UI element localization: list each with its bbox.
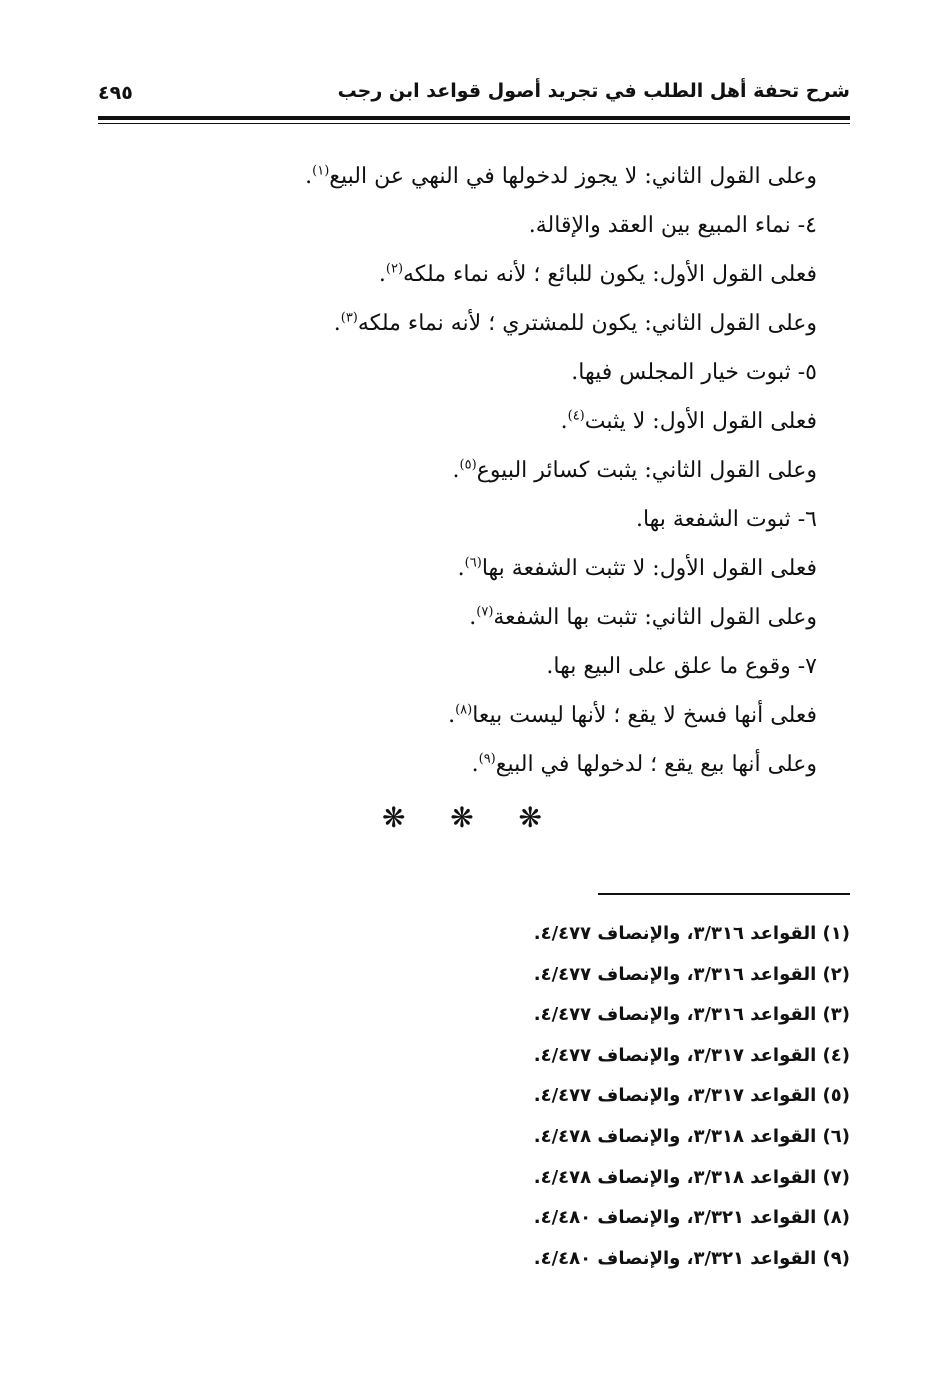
footnote-marker: (٣) <box>340 310 358 326</box>
asterism-icon: ❋ <box>382 801 406 834</box>
footnote-rule <box>598 893 850 895</box>
footnote-marker: (٨) <box>455 702 473 718</box>
body-line: فعلى القول الأول: يكون للبائع ؛ لأنه نماء ملكه$^{(٢)}$. <box>378 261 817 287</box>
footnote: (٧) القواعد ٣/٣١٨، والإنصاف ٤/٤٧٨. <box>533 1166 850 1188</box>
footnote-marker: (٥) <box>459 457 477 473</box>
asterism-icon: ❋ <box>450 801 474 834</box>
section-heading: ٥- ثبوت خيار المجلس فيها. <box>571 360 817 385</box>
footnote: (٥) القواعد ٣/٣١٧، والإنصاف ٤/٤٧٧. <box>533 1085 850 1107</box>
page-number: ٤٩٥ <box>98 82 133 104</box>
footnotes <box>150 914 850 1279</box>
page-header <box>98 74 850 114</box>
footnote-marker: (٤) <box>567 408 585 424</box>
section-heading: ٧- وقوع ما علق على البيع بها. <box>546 654 817 679</box>
body-text <box>150 152 817 789</box>
footnote: (٨) القواعد ٣/٣٢١، والإنصاف ٤/٤٨٠. <box>533 1207 850 1229</box>
footnote-marker: (٩) <box>478 751 496 767</box>
body-line: وعلى أنها بيع يقع ؛ لدخولها في البيع$^{(٩)}$. <box>471 751 817 777</box>
section-heading: ٤- نماء المبيع بين العقد والإقالة. <box>528 213 817 238</box>
footnote-marker: (٢) <box>385 261 404 277</box>
footnote: (٢) القواعد ٣/٣١٦، والإنصاف ٤/٤٧٧. <box>533 963 850 985</box>
body-line: وعلى القول الثاني: يثبت كسائر البيوع$^{(٥)}$. <box>452 457 817 483</box>
footnote: (٣) القواعد ٣/٣١٦، والإنصاف ٤/٤٧٧. <box>533 1004 850 1026</box>
body-line: فعلى أنها فسخ لا يقع ؛ لأنها ليست بيعا$^{(٨)}$. <box>448 702 817 728</box>
body-line: وعلى القول الثاني: يكون للمشتري ؛ لأنه نماء ملكه$^{(٣)}$. <box>333 310 817 336</box>
header-rule-thick <box>98 116 850 120</box>
section-separator <box>382 800 542 836</box>
footnote: (٦) القواعد ٣/٣١٨، والإنصاف ٤/٤٧٨. <box>533 1125 850 1147</box>
footnote: (٩) القواعد ٣/٣٢١، والإنصاف ٤/٤٨٠. <box>533 1247 850 1269</box>
header-rule-thin <box>98 123 850 124</box>
running-title: شرح تحفة أهل الطلب في تجريد أصول قواعد ابن رجب <box>337 80 850 102</box>
asterism-icon: ❋ <box>518 801 542 834</box>
body-line: فعلى القول الأول: لا تثبت الشفعة بها$^{(٦)}$. <box>457 555 817 581</box>
footnote-marker: (١) <box>312 163 330 179</box>
body-line: وعلى القول الثاني: تثبت بها الشفعة$^{(٧)}$. <box>469 604 817 630</box>
footnote-marker: (٧) <box>476 604 494 620</box>
footnote: (١) القواعد ٣/٣١٦، والإنصاف ٤/٤٧٧. <box>533 923 850 944</box>
section-heading: ٦- ثبوت الشفعة بها. <box>635 507 817 532</box>
body-line: فعلى القول الأول: لا يثبت$^{(٤)}$. <box>560 408 817 434</box>
footnote: (٤) القواعد ٣/٣١٧، والإنصاف ٤/٤٧٧. <box>533 1044 850 1066</box>
body-line: وعلى القول الثاني: لا يجوز لدخولها في النهي عن البيع$^{(١)}$. <box>305 163 817 189</box>
footnote-marker: (٦) <box>464 555 482 571</box>
